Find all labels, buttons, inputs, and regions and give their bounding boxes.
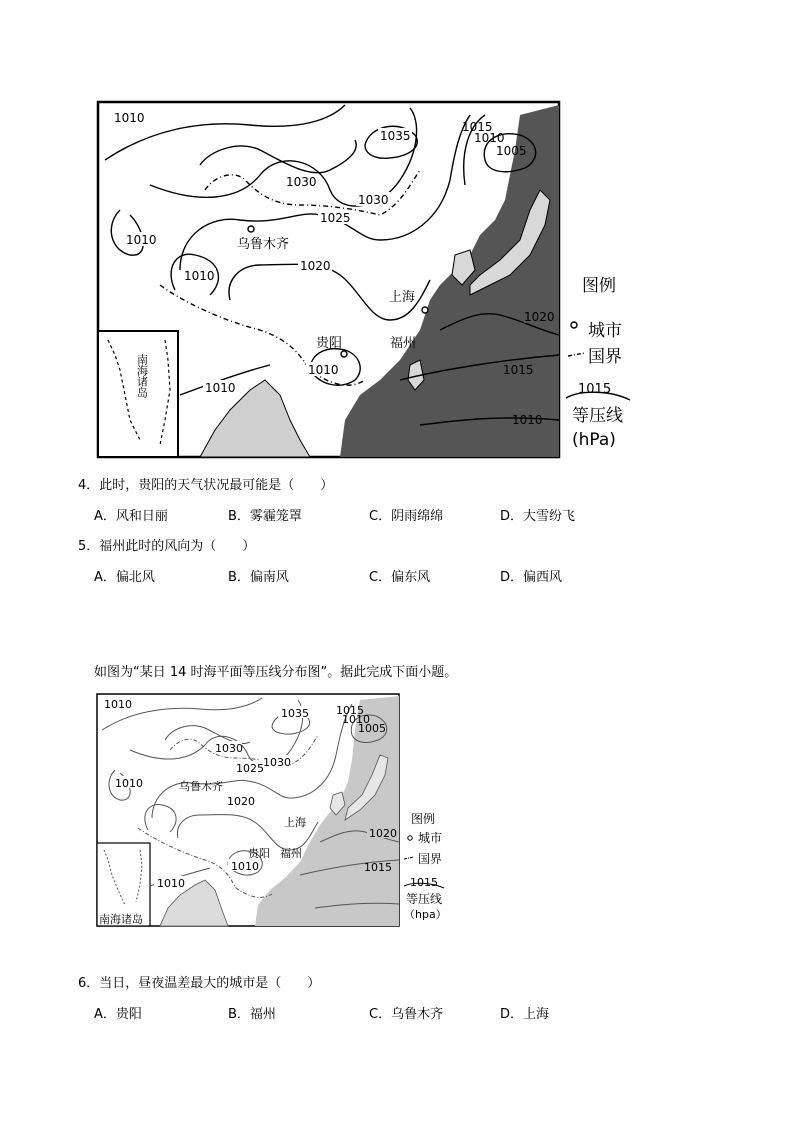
- map2-label: 1030: [215, 742, 243, 755]
- map2-city-fuzhou: 福州: [280, 847, 302, 860]
- q5-option-b[interactable]: B．偏南风: [228, 570, 289, 585]
- map2-label: 1015: [336, 704, 364, 717]
- map1-label: 1010: [474, 131, 505, 145]
- map2-city-shanghai: 上海: [284, 816, 306, 829]
- question-6-stem: 6．当日，昼夜温差最大的城市是（ ）: [78, 976, 321, 991]
- q4-option-c[interactable]: C．阴雨绵绵: [369, 509, 444, 524]
- map2-label: 1015: [364, 861, 392, 874]
- map1-shanghai-dot: [422, 307, 428, 313]
- map2-legend-isobar: 等压线: [406, 892, 443, 906]
- q6-option-a[interactable]: A．贵阳: [94, 1007, 142, 1022]
- map1-urumqi-dot: [248, 226, 254, 232]
- map1-legend-isobar-value: 1015: [578, 382, 612, 397]
- map1-label: 1030: [286, 175, 317, 189]
- map1-label: 1010: [512, 413, 543, 427]
- map2-label: 1010: [157, 877, 185, 890]
- map1-city-shanghai: 上海: [389, 290, 416, 305]
- question-5-stem: 5．福州此时的风向为（ ）: [78, 539, 256, 554]
- map1-label: 1005: [496, 144, 527, 158]
- map2-label: 1010: [342, 713, 370, 726]
- q5-option-a[interactable]: A．偏北风: [94, 570, 155, 585]
- map2-label: 1005: [358, 722, 386, 735]
- q6-option-d[interactable]: D．上海: [500, 1007, 550, 1022]
- map1-guiyang-dot: [341, 351, 347, 357]
- map1-legend-border: 国界: [588, 347, 622, 367]
- q4-option-a[interactable]: A．风和日丽: [94, 509, 168, 524]
- map1-label: 1030: [358, 193, 389, 207]
- map1-city-urumqi: 乌鲁木齐: [237, 237, 290, 252]
- map2-label: 1025: [236, 762, 264, 775]
- map2-legend-title: 图例: [411, 812, 436, 826]
- map1-legend-city: 城市: [588, 321, 622, 341]
- map2-label: 1030: [263, 756, 291, 769]
- map1-legend-unit: (hPa): [572, 430, 616, 450]
- isobar-map-2: [0, 690, 794, 935]
- q4-option-b[interactable]: B．雾霾笼罩: [228, 509, 302, 524]
- map2-legend: [404, 811, 447, 921]
- map1-legend-title: 图例: [582, 276, 616, 296]
- map2-label: 1010: [231, 860, 259, 873]
- map2-label: 1010: [115, 777, 143, 790]
- map1-label: 1020: [524, 310, 555, 324]
- map1-label: 1010: [308, 363, 339, 377]
- map1-inset-label: [136, 354, 149, 398]
- map2-legend-unit: （hpa）: [404, 908, 447, 921]
- map2-label: 1035: [281, 707, 309, 720]
- map1-city-fuzhou: 福州: [390, 336, 417, 351]
- map1-legend-isobar: 等压线: [572, 406, 623, 426]
- map2-label: 1010: [104, 698, 132, 711]
- map2-legend-isobar-value: 1015: [410, 876, 438, 889]
- svg-text:南海诸岛: 南海诸岛: [135, 354, 149, 398]
- map2-city-urumqi: 乌鲁木齐: [179, 780, 223, 793]
- map1-label: 1025: [320, 211, 351, 225]
- map1-label: 1010: [184, 269, 215, 283]
- map1-label: 1015: [503, 363, 534, 377]
- question-4-stem: 4．此时，贵阳的天气状况最可能是（ ）: [78, 478, 334, 493]
- q5-option-d[interactable]: D．偏西风: [500, 570, 563, 585]
- q5-option-c[interactable]: C．偏东风: [369, 570, 431, 585]
- map1-label: 1010: [114, 111, 145, 125]
- isobar-map-1: [0, 0, 794, 470]
- map2-label: 1020: [227, 795, 255, 808]
- map1-label: 1035: [380, 129, 411, 143]
- map1-label: 1010: [205, 381, 236, 395]
- map1-label: 1010: [126, 233, 157, 247]
- section-intro: 如图为“某日 14 时海平面等压线分布图”。据此完成下面小题。: [94, 665, 458, 680]
- map2-label: 1020: [369, 827, 397, 840]
- q6-option-c[interactable]: C．乌鲁木齐: [369, 1007, 444, 1022]
- map1-label: 1020: [300, 259, 331, 273]
- map2-city-guiyang: 贵阳: [248, 847, 270, 860]
- map2-legend-city: 城市: [418, 831, 443, 845]
- map1-legend: [566, 276, 630, 450]
- map2-inset-label: 南海诸岛: [99, 913, 143, 926]
- map2-legend-border: 国界: [418, 852, 443, 866]
- q6-option-b[interactable]: B．福州: [228, 1007, 276, 1022]
- map1-label: 1015: [462, 120, 493, 134]
- map1-city-guiyang: 贵阳: [316, 336, 343, 351]
- q4-option-d[interactable]: D．大雪纷飞: [500, 509, 576, 524]
